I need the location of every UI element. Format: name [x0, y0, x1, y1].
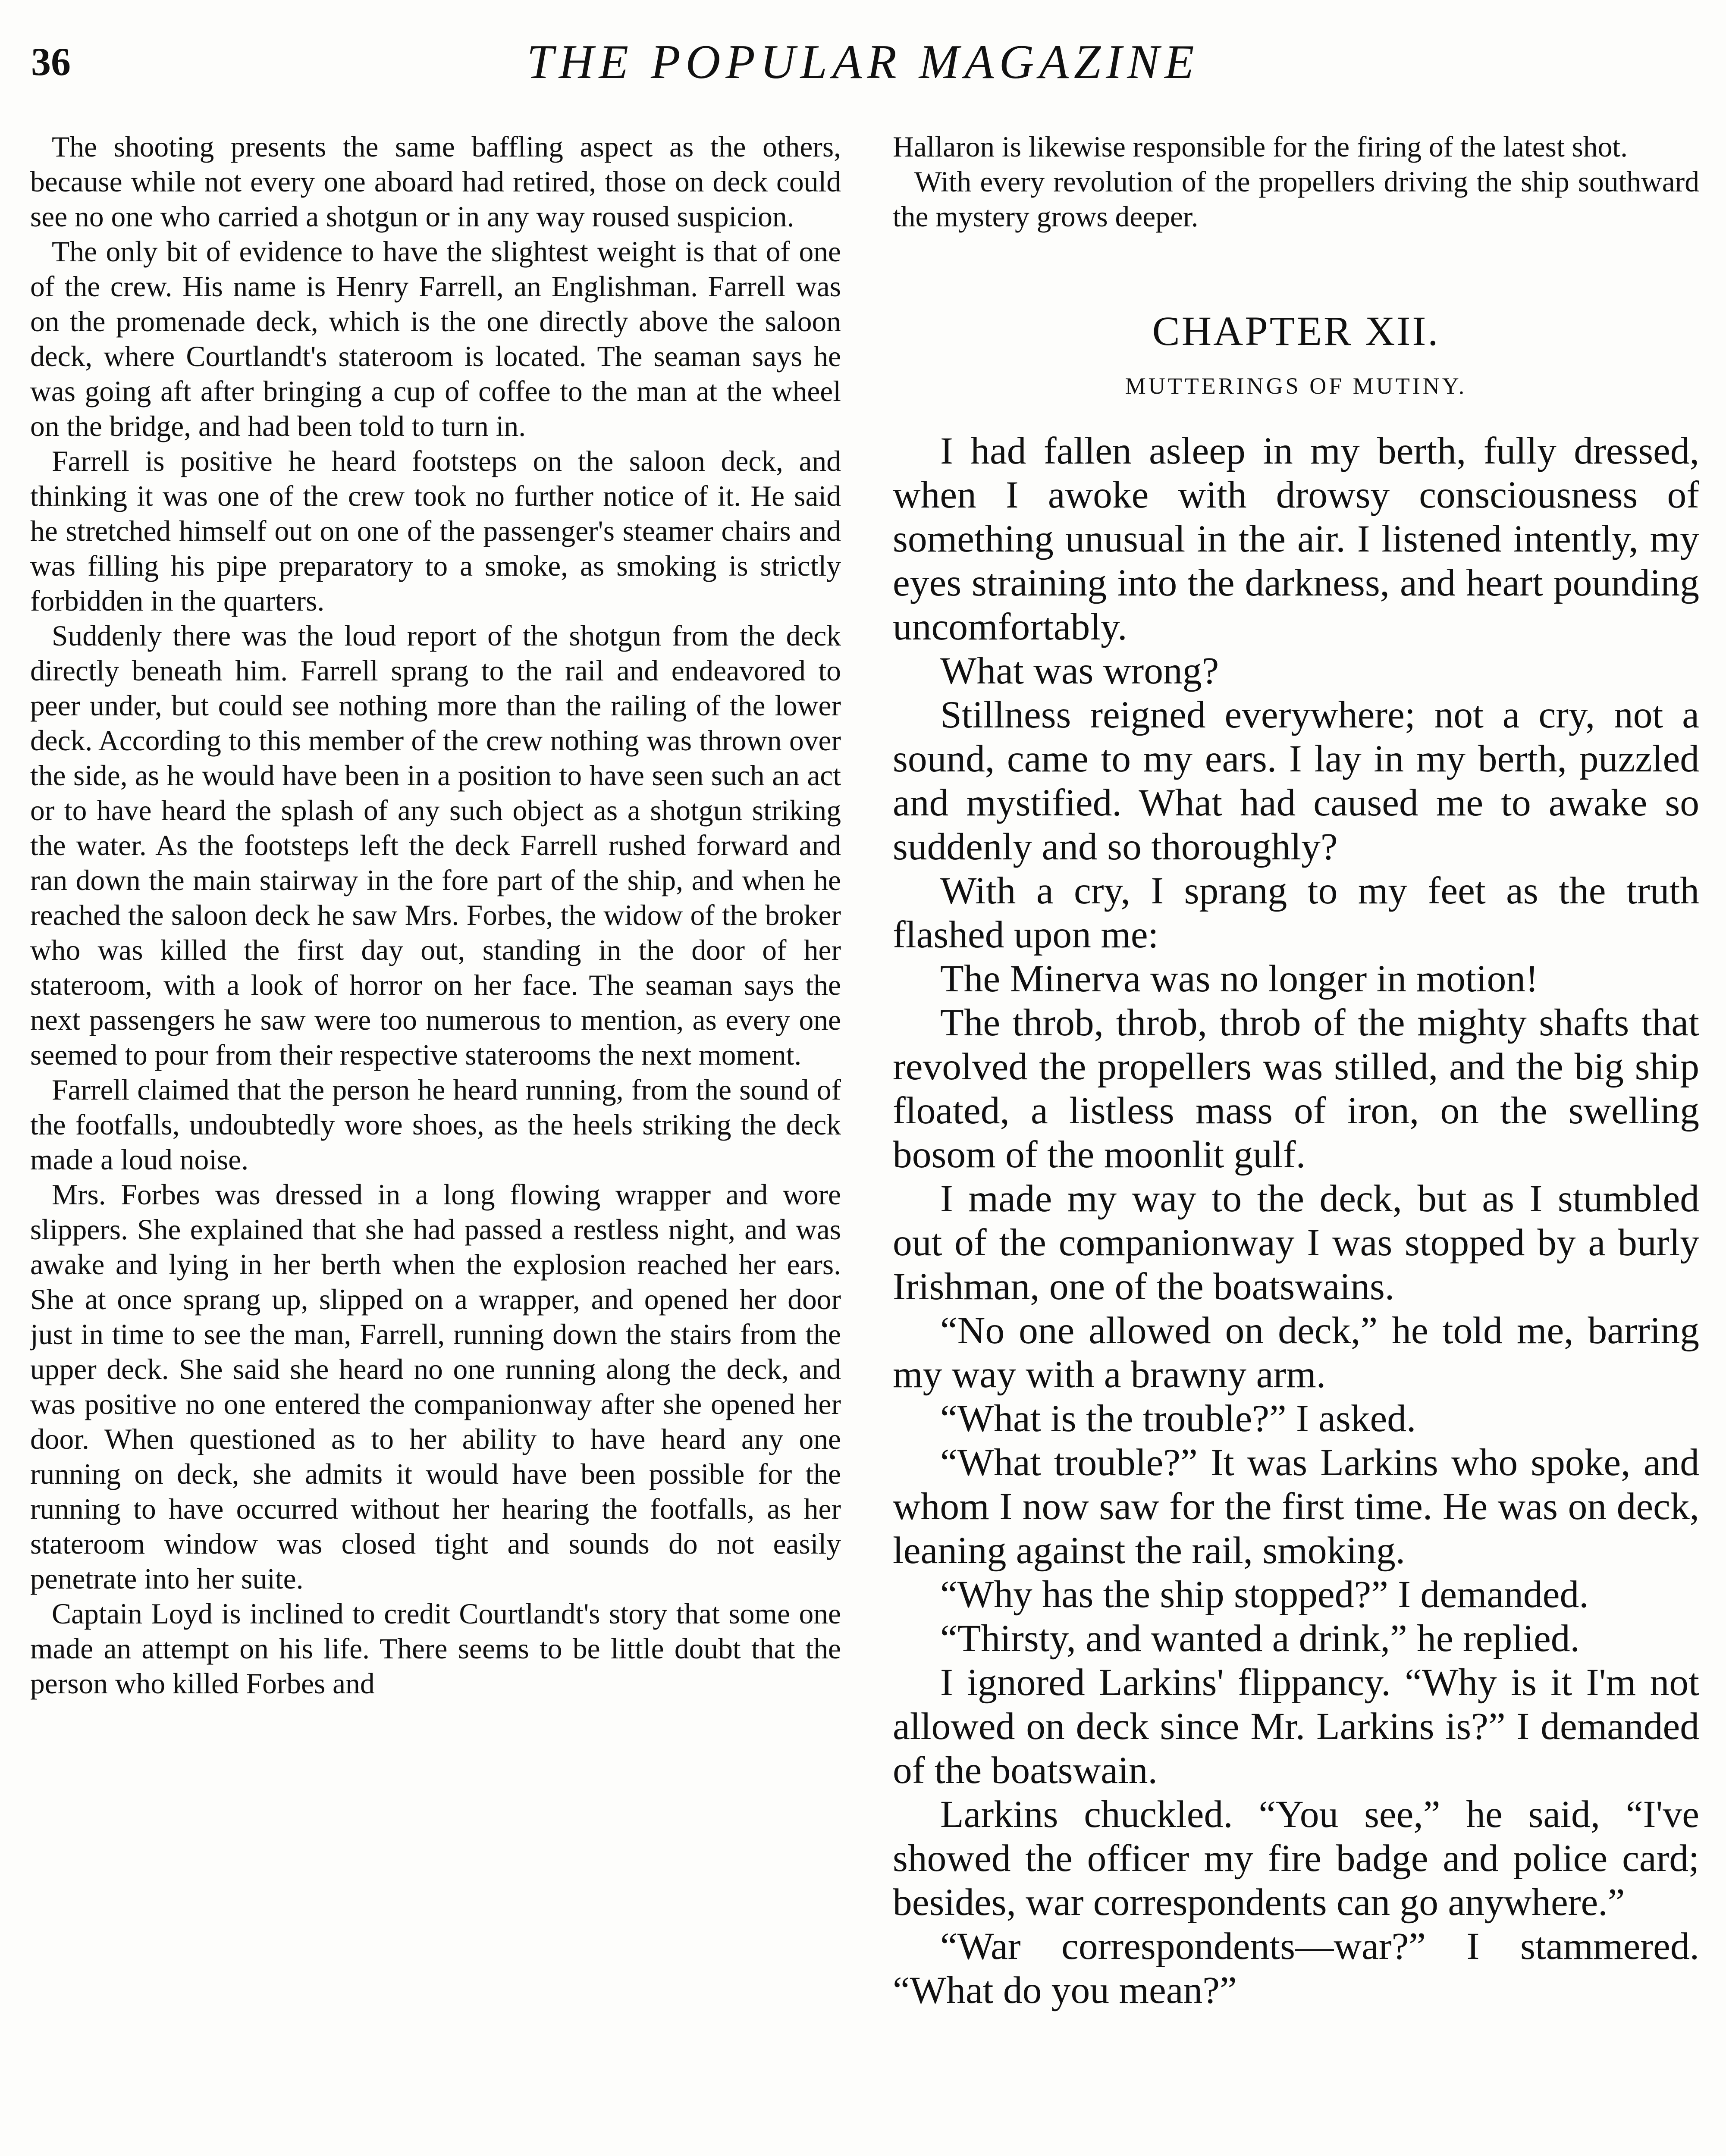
- paragraph: With a cry, I sprang to my feet as the truth flashed upon me:: [893, 869, 1699, 956]
- paragraph: Captain Loyd is inclined to credit Courtlandt's story that some one made an attempt on his life. There seems to be little doubt that the person who killed Forbes and: [30, 1598, 841, 1700]
- running-head: THE POPULAR MAGAZINE: [527, 35, 1199, 89]
- paragraph: “Thirsty, and wanted a drink,” he replied.: [940, 1617, 1580, 1660]
- paragraph: With every revolution of the propellers driving the ship southward the mystery grows deeper.: [893, 166, 1699, 233]
- paragraph: The throb, throb, throb of the mighty shafts that revolved the propellers was stilled, and the big ship floated, a listless mass of iron, on the swelling bosom of the moonlit gulf.: [893, 1001, 1699, 1176]
- paragraph: The Minerva was no longer in motion!: [940, 957, 1538, 1000]
- paragraph: I made my way to the deck, but as I stumbled out of the companionway I was stopped by a burly Irishman, one of the boatswains.: [893, 1177, 1699, 1308]
- right-column: [893, 129, 1699, 2156]
- paragraph: “What is the trouble?” I asked.: [940, 1397, 1416, 1440]
- chapter-title: CHAPTER XII.: [1152, 308, 1440, 354]
- paragraph: “Why has the ship stopped?” I demanded.: [940, 1573, 1589, 1616]
- paragraph: Suddenly there was the loud report of the shotgun from the deck directly beneath him. Farrell sprang to the rail and endeavored to peer under, but could see nothing more than the railing of the lower deck. According to this member of the crew nothing was thrown over the side, as he would have been in a position to have seen such an act or to have heard the splash of any such object as a shotgun striking the water. As the footsteps left the deck Farrell rushed forward and ran down the main stairway in the fore part of the ship, and when he reached the saloon deck he saw Mrs. Forbes, the widow of the broker who was killed the first day out, standing in the door of her stateroom, with a look of horror on her face. The seaman says the next passengers he saw were too numerous to mention, as every one seemed to pour from their respective staterooms the next moment.: [30, 620, 841, 1071]
- paragraph: Hallaron is likewise responsible for the firing of the latest shot.: [893, 131, 1628, 163]
- paragraph: What was wrong?: [940, 649, 1219, 692]
- paragraph: I had fallen asleep in my berth, fully dressed, when I awoke with drowsy consciousness of something unusual in the air. I listened intently, my eyes straining into the darkness, and heart pounding uncomfortably.: [893, 429, 1699, 648]
- chapter-subtitle: MUTTERINGS OF MUTINY.: [1125, 373, 1467, 399]
- paragraph: The shooting presents the same baffling aspect as the others, because while not every one aboard had retired, those on deck could see no one who carried a shotgun or in any way roused suspicion.: [30, 131, 841, 233]
- paragraph: “War correspondents—war?” I stammered. “What do you mean?”: [893, 1925, 1699, 2012]
- paragraph: I ignored Larkins' flippancy. “Why is it I'm not allowed on deck since Mr. Larkins is?” I demanded of the boatswain.: [893, 1661, 1699, 1792]
- paragraph: Farrell is positive he heard footsteps on the saloon deck, and thinking it was one of the crew took no further notice of it. He said he stretched himself out on one of the passenger's steamer chairs and was filling his pipe preparatory to a smoke, as smoking is strictly forbidden in the quarters.: [30, 445, 841, 617]
- paragraph: “No one allowed on deck,” he told me, barring my way with a brawny arm.: [893, 1309, 1699, 1396]
- left-column: [30, 129, 841, 2156]
- paragraph: “What trouble?” It was Larkins who spoke, and whom I now saw for the first time. He was on deck, leaning against the rail, smoking.: [893, 1441, 1699, 1572]
- chapter-body: [893, 429, 1699, 2012]
- paragraph: Stillness reigned everywhere; not a cry, not a sound, came to my ears. I lay in my berth, puzzled and mystified. What had caused me to awake so suddenly and so thoroughly?: [893, 693, 1699, 868]
- paragraph: Larkins chuckled. “You see,” he said, “I've showed the officer my fire badge and police card; besides, war correspondents can go anywhere.”: [893, 1793, 1699, 1924]
- paragraph: Mrs. Forbes was dressed in a long flowing wrapper and wore slippers. She explained that she had passed a restless night, and was awake and lying in her berth when the explosion reached her ears. She at once sprang up, slipped on a wrapper, and opened her door just in time to see the man, Farrell, running down the stairs from the upper deck. She said she heard no one running along the deck, and was positive no one entered the companionway after she opened her door. When questioned as to her ability to have heard any one running on deck, she admits it would have been possible for the running to have occurred without her hearing the footfalls, as her stateroom window was closed tight and sounds do not easily penetrate into her suite.: [30, 1178, 841, 1595]
- paragraph: Farrell claimed that the person he heard running, from the sound of the footfalls, undoubtedly wore shoes, as the heels striking the deck made a loud noise.: [30, 1074, 841, 1176]
- page-number: 36: [31, 40, 71, 84]
- continued-text: [893, 129, 1699, 234]
- page-header: [26, 22, 1700, 108]
- paragraph: The only bit of evidence to have the slightest weight is that of one of the crew. His name is Henry Farrell, an Englishman. Farrell was on the promenade deck, which is the one directly above the saloon deck, where Courtlandt's stateroom is located. The seaman says he was going aft after bringing a cup of coffee to the man at the wheel on the bridge, and had been told to turn in.: [30, 235, 841, 442]
